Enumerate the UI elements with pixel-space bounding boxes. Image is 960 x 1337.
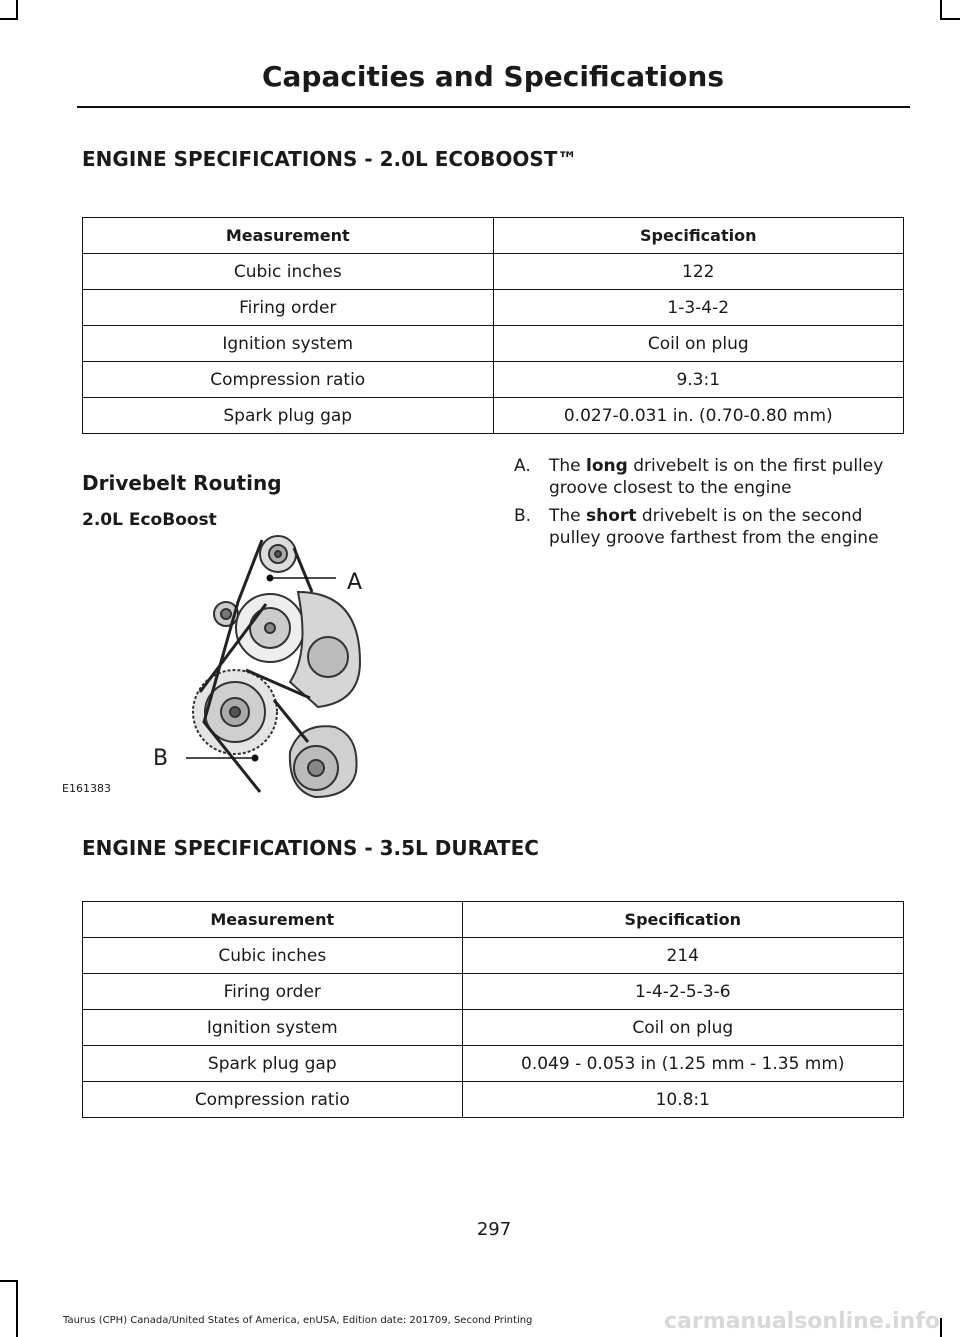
column-header: Measurement [83, 902, 463, 938]
column-header: Specification [462, 902, 903, 938]
table-cell: Compression ratio [83, 1082, 463, 1118]
drivebelt-diagram [60, 532, 400, 804]
table-row [83, 362, 904, 398]
legend-text-post: drivebelt is on the first pulley groove closest to the engine [549, 456, 884, 498]
crop-mark [0, 18, 18, 20]
legend-text-pre: The [549, 506, 587, 526]
table-cell: 1-4-2-5-3-6 [462, 974, 903, 1010]
drivebelt-subheading: 2.0L EcoBoost [82, 510, 217, 530]
table-cell: 0.027-0.031 in. (0.70-0.80 mm) [493, 398, 904, 434]
table-cell: 122 [493, 254, 904, 290]
table-cell: Coil on plug [462, 1010, 903, 1046]
table-cell: Firing order [83, 290, 494, 326]
table-cell: 9.3:1 [493, 362, 904, 398]
legend-item-a [514, 455, 906, 499]
callout-label-a: A [347, 570, 363, 595]
page-number: 297 [476, 1219, 512, 1240]
table-cell: Compression ratio [83, 362, 494, 398]
watermark: carmanualsonline.info [664, 1309, 940, 1334]
figure-code: E161383 [62, 782, 111, 795]
table-cell: Ignition system [83, 1010, 463, 1046]
page-header-title: Capacities and Specifications [261, 60, 724, 93]
table-row [83, 1082, 904, 1118]
section-heading-2-0l: ENGINE SPECIFICATIONS - 2.0L ECOBOOST™ [82, 147, 578, 171]
table-row [83, 398, 904, 434]
table-cell: Coil on plug [493, 326, 904, 362]
table-cell: Cubic inches [83, 254, 494, 290]
legend-text [549, 505, 906, 549]
legend-letter: B. [514, 506, 532, 526]
legend-text-post: drivebelt is on the second pulley groove farthest from the engine [549, 506, 879, 548]
table-row [83, 938, 904, 974]
legend-text-bold: long [586, 456, 628, 476]
table-row [83, 974, 904, 1010]
table-cell: Firing order [83, 974, 463, 1010]
column-header: Measurement [83, 218, 494, 254]
section-heading-3-5l: ENGINE SPECIFICATIONS - 3.5L DURATEC [82, 836, 539, 860]
crop-mark [0, 1280, 18, 1282]
table-cell: Spark plug gap [83, 398, 494, 434]
crop-mark [16, 0, 18, 20]
table-row [83, 326, 904, 362]
header-divider [77, 106, 910, 108]
footer-edition-text: Taurus (CPH) Canada/United States of America, enUSA, Edition date: 201709, Second Printing [63, 1315, 533, 1326]
legend-item-b [514, 505, 906, 549]
callout-label-b: B [153, 746, 169, 771]
crop-mark [16, 1280, 18, 1337]
table-row [83, 1046, 904, 1082]
table-cell: 1-3-4-2 [493, 290, 904, 326]
table-cell: 10.8:1 [462, 1082, 903, 1118]
crop-mark [940, 0, 942, 20]
table-header-row [83, 902, 904, 938]
table-cell: 214 [462, 938, 903, 974]
legend-text [549, 455, 906, 499]
drivebelt-heading: Drivebelt Routing [82, 471, 282, 495]
table-row [83, 1010, 904, 1046]
table-row [83, 254, 904, 290]
crop-mark [942, 18, 960, 20]
table-cell: Ignition system [83, 326, 494, 362]
table-cell: Spark plug gap [83, 1046, 463, 1082]
table-header-row [83, 218, 904, 254]
spec-table-2-0l [82, 217, 904, 434]
table-row [83, 290, 904, 326]
legend-text-pre: The [549, 456, 587, 476]
legend-text-bold: short [586, 506, 637, 526]
crop-mark [940, 1318, 942, 1337]
spec-table-3-5l [82, 901, 904, 1118]
column-header: Specification [493, 218, 904, 254]
legend-letter: A. [514, 456, 531, 476]
table-cell: Cubic inches [83, 938, 463, 974]
table-cell: 0.049 - 0.053 in (1.25 mm - 1.35 mm) [462, 1046, 903, 1082]
